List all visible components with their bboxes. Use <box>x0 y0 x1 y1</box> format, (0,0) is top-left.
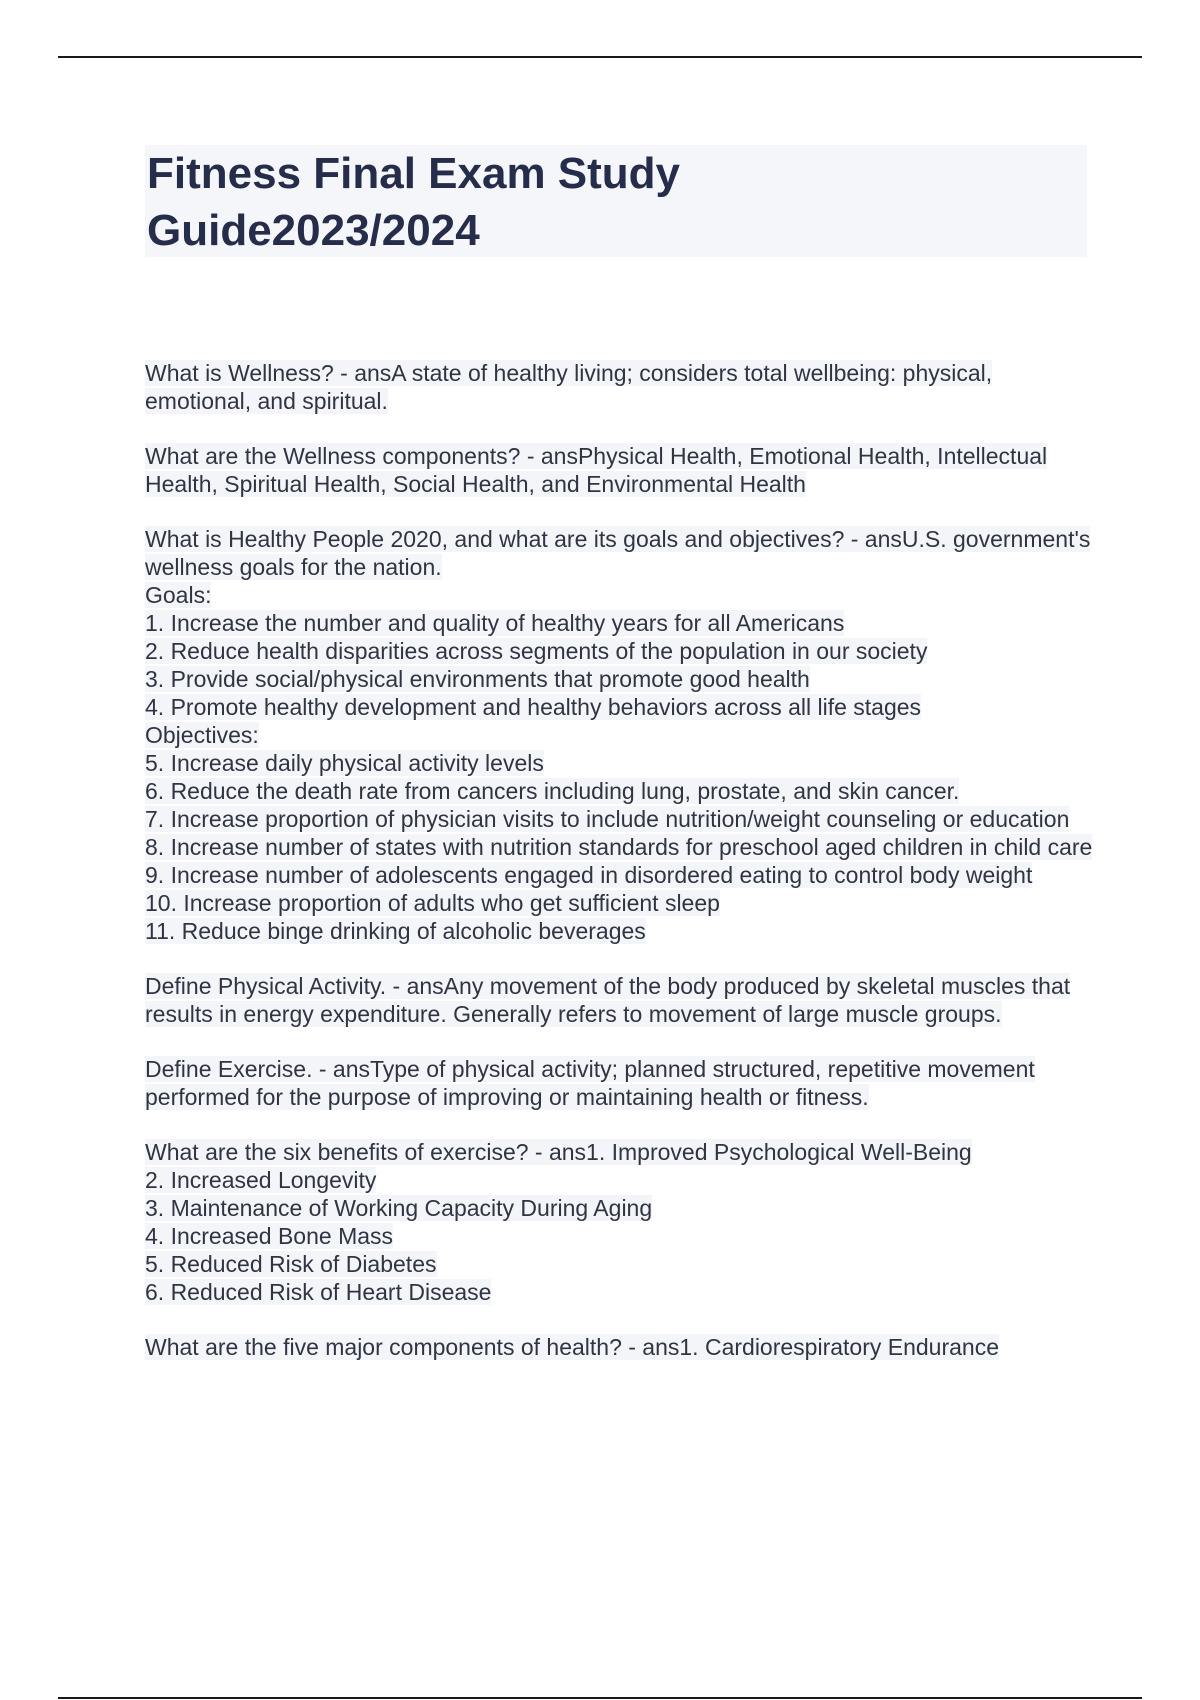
page-title <box>145 145 767 259</box>
qa-line: 11. Reduce binge drinking of alcoholic beverages <box>145 918 646 944</box>
qa-block <box>145 972 1095 1028</box>
qa-line: Goals: <box>145 582 212 608</box>
qa-line: 3. Maintenance of Working Capacity During Aging <box>145 1195 653 1221</box>
qa-line: 2. Increased Longevity <box>145 1167 377 1193</box>
qa-line: What is Healthy People 2020, and what are its goals and objectives? - ansU.S. government's wellness goals for the nation. <box>145 526 1091 580</box>
qa-line: 5. Reduced Risk of Diabetes <box>145 1251 437 1277</box>
qa-line: 10. Increase proportion of adults who get sufficient sleep <box>145 890 720 916</box>
qa-line: What are the six benefits of exercise? - ans1. Improved Psychological Well-Being <box>145 1139 972 1165</box>
qa-block <box>145 442 1095 498</box>
qa-block <box>145 1333 1095 1361</box>
study-guide-content <box>145 359 1095 1388</box>
bottom-rule <box>58 1697 1142 1699</box>
qa-line: 1. Increase the number and quality of healthy years for all Americans <box>145 610 845 636</box>
title-line-1: Fitness Final Exam Study <box>147 149 681 198</box>
qa-block <box>145 1138 1095 1306</box>
qa-block <box>145 359 1095 415</box>
title-block <box>145 145 1087 257</box>
qa-line: Objectives: <box>145 722 259 748</box>
qa-line: 6. Reduced Risk of Heart Disease <box>145 1279 492 1305</box>
title-line-2: Guide2023/2024 <box>147 206 480 255</box>
qa-line: Define Exercise. - ansType of physical activity; planned structured, repetitive movement performed for the purpose of improving or maintaining health or fitness. <box>145 1056 1035 1110</box>
qa-line: 8. Increase number of states with nutrition standards for preschool aged children in child care <box>145 834 1093 860</box>
qa-line: 2. Reduce health disparities across segments of the population in our society <box>145 638 928 664</box>
qa-block <box>145 1055 1095 1111</box>
qa-line: 3. Provide social/physical environments that promote good health <box>145 666 810 692</box>
qa-line: What are the Wellness components? - ansPhysical Health, Emotional Health, Intellectual Health, Spiritual Health, Social Health, and Environmental Health <box>145 443 1048 497</box>
qa-line: 6. Reduce the death rate from cancers including lung, prostate, and skin cancer. <box>145 778 960 804</box>
qa-line: 4. Increased Bone Mass <box>145 1223 394 1249</box>
qa-line: What is Wellness? - ansA state of healthy living; considers total wellbeing: physical, emotional, and spiritual. <box>145 360 993 414</box>
qa-line: 5. Increase daily physical activity levels <box>145 750 544 776</box>
top-rule <box>58 56 1142 58</box>
qa-line: Define Physical Activity. - ansAny movement of the body produced by skeletal muscles that results in energy expenditure. Generally refers to movement of large muscle groups. <box>145 973 1071 1027</box>
qa-block <box>145 525 1095 945</box>
qa-line: What are the five major components of health? - ans1. Cardiorespiratory Endurance <box>145 1334 999 1360</box>
qa-line: 4. Promote healthy development and healthy behaviors across all life stages <box>145 694 922 720</box>
qa-line: 9. Increase number of adolescents engaged in disordered eating to control body weight <box>145 862 1033 888</box>
qa-line: 7. Increase proportion of physician visits to include nutrition/weight counseling or education <box>145 806 1070 832</box>
